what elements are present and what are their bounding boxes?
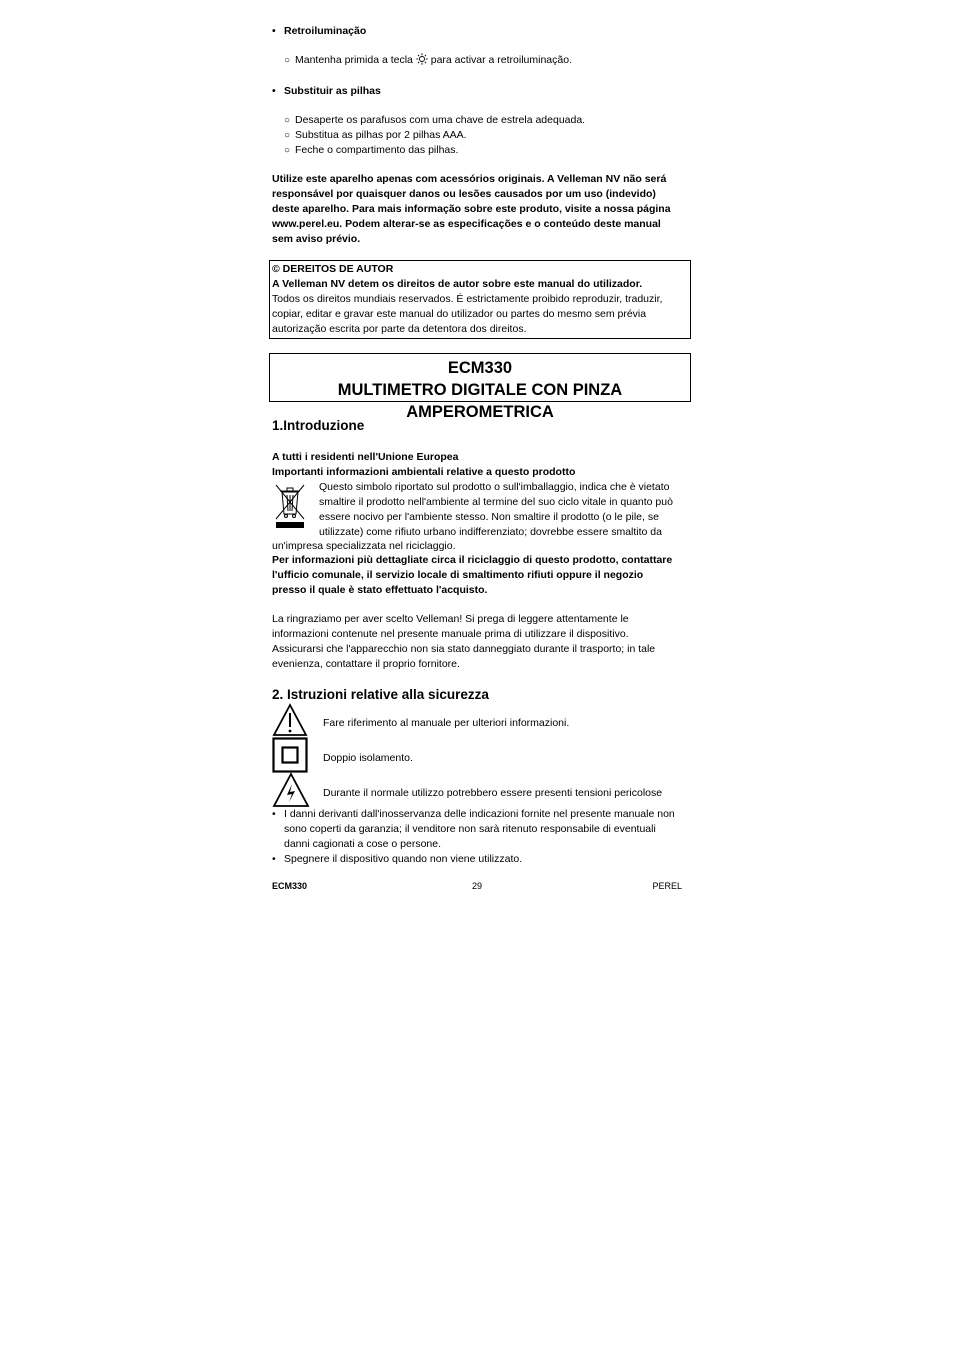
circle-bullet-icon: ○ [284, 145, 291, 156]
bullet-icon: • [272, 853, 276, 865]
list-item: ○ Substitua as pilhas por 2 pilhas AAA. [284, 129, 467, 141]
high-voltage-text: Durante il normale utilizzo potrebbero essere presenti tensioni pericolose [323, 787, 663, 799]
intro-heading: 1.Introduzione [272, 418, 365, 433]
warning-icon [272, 703, 308, 737]
footer-brand: PEREL [652, 881, 682, 891]
backlight-heading: • Retroiluminação [272, 25, 367, 37]
list-item: ○ Desaperte os parafusos com uma chave de estrela adequada. [284, 114, 586, 126]
accessories-notice: Utilize este aparelho apenas com acessórios originais. A Velleman NV não será responsável por quaisquer danos ou lesões causados por um uso (indevido) deste aparelho. Para mais informação sobre este produto, visite a nossa página www.perel.eu. Podem alterar-se as especificações e o conteúdo deste manual sem aviso prévio. [272, 173, 671, 245]
model-title: ECM330 [447, 359, 513, 377]
copyright-owner: A Velleman NV detem os direitos de autor sobre este manual do utilizador. [272, 278, 643, 290]
list-item: • Spegnere il dispositivo quando non viene utilizzato. [272, 853, 523, 865]
circle-bullet-icon: ○ [284, 130, 291, 141]
manual-title-box [269, 353, 691, 421]
copyright-text: © DEREITOS DE AUTOR A Velleman NV detem os direitos de autor sobre este manual do utilizador. Todos os direitos mundiais reservados. É estrictamente proibido reproduzir, traduzir, copiar, editar e gravar este manual do utilizador ou partes do mesmo sem prévia autorização escrita por parte da detentora dos direitos. [272, 263, 663, 335]
bullet-icon: • [272, 808, 276, 820]
warning-text: Fare riferimento al manuale per ulteriori informazioni. [323, 717, 570, 729]
high-voltage-icon [272, 772, 310, 808]
circle-bullet-icon: ○ [284, 115, 291, 126]
eu-heading: A tutti i residenti nell'Unione Europea [272, 451, 459, 463]
safety-bullets [272, 807, 675, 867]
list-item: ○ Feche o compartimento das pilhas. [284, 144, 459, 156]
double-insulation-icon [272, 737, 308, 773]
circle-bullet-icon: ○ [284, 55, 291, 66]
product-title: MULTIMETRO DIGITALE CON PINZA AMPEROMETRICA [337, 381, 623, 421]
weee-tail: un'impresa specializzata nel riciclaggio. [272, 540, 456, 552]
weee-text: Questo simbolo riportato sul prodotto o sull'imballaggio, indica che è vietato smaltire il prodotto nell'ambiente al termine del suo ciclo vitale in quanto può essere nocivo per l'ambiente stesso. Non smaltire il prodotto (o le pile, se utilizzate) come rifiuto urbano indifferenziato; dovrebbe essere smaltito da [319, 481, 673, 538]
bullet-icon: • [272, 25, 276, 37]
recycling-info: Per informazioni più dettagliate circa il riciclaggio di questo prodotto, contattare l'ufficio comunale, il servizio locale di smaltimento rifiuti oppure il negozio presso il quale è stato effettuato l'acquisto. [272, 554, 673, 596]
env-heading: Importanti informazioni ambientali relative a questo prodotto [272, 466, 576, 478]
bullet-icon: • [272, 85, 276, 97]
page-number: 29 [472, 881, 483, 891]
sun-icon [416, 53, 428, 65]
list-item: • I danni derivanti dall'inosservanza delle indicazioni fornite nel presente manuale non sono coperti da garanzia; il venditore non sarà ritenuto responsabile di eventuali danni cagionati a cose o persone. [272, 808, 675, 850]
batteries-heading: • Substituir as pilhas [272, 85, 381, 97]
footer-model: ECM330 [272, 881, 308, 891]
weee-bin-icon [273, 482, 307, 530]
battery-steps [284, 113, 585, 158]
safety-heading: 2. Istruzioni relative alla sicurezza [272, 687, 489, 702]
thanks-paragraph: La ringraziamo per aver scelto Velleman! Si prega di leggere attentamente le informazioni contenute nel presente manuale prima di utilizzare il dispositivo. Assicurarsi che l'apparecchio non sia stato danneggiato durante il trasporto; in tale evenienza, contattare il proprio fornitore. [272, 613, 656, 670]
backlight-instruction: ○ Mantenha primida a tecla para activar a retroiluminação. [284, 54, 572, 66]
double-insulation-text: Doppio isolamento. [323, 752, 413, 764]
copyright-title: © DEREITOS DE AUTOR [272, 263, 394, 275]
